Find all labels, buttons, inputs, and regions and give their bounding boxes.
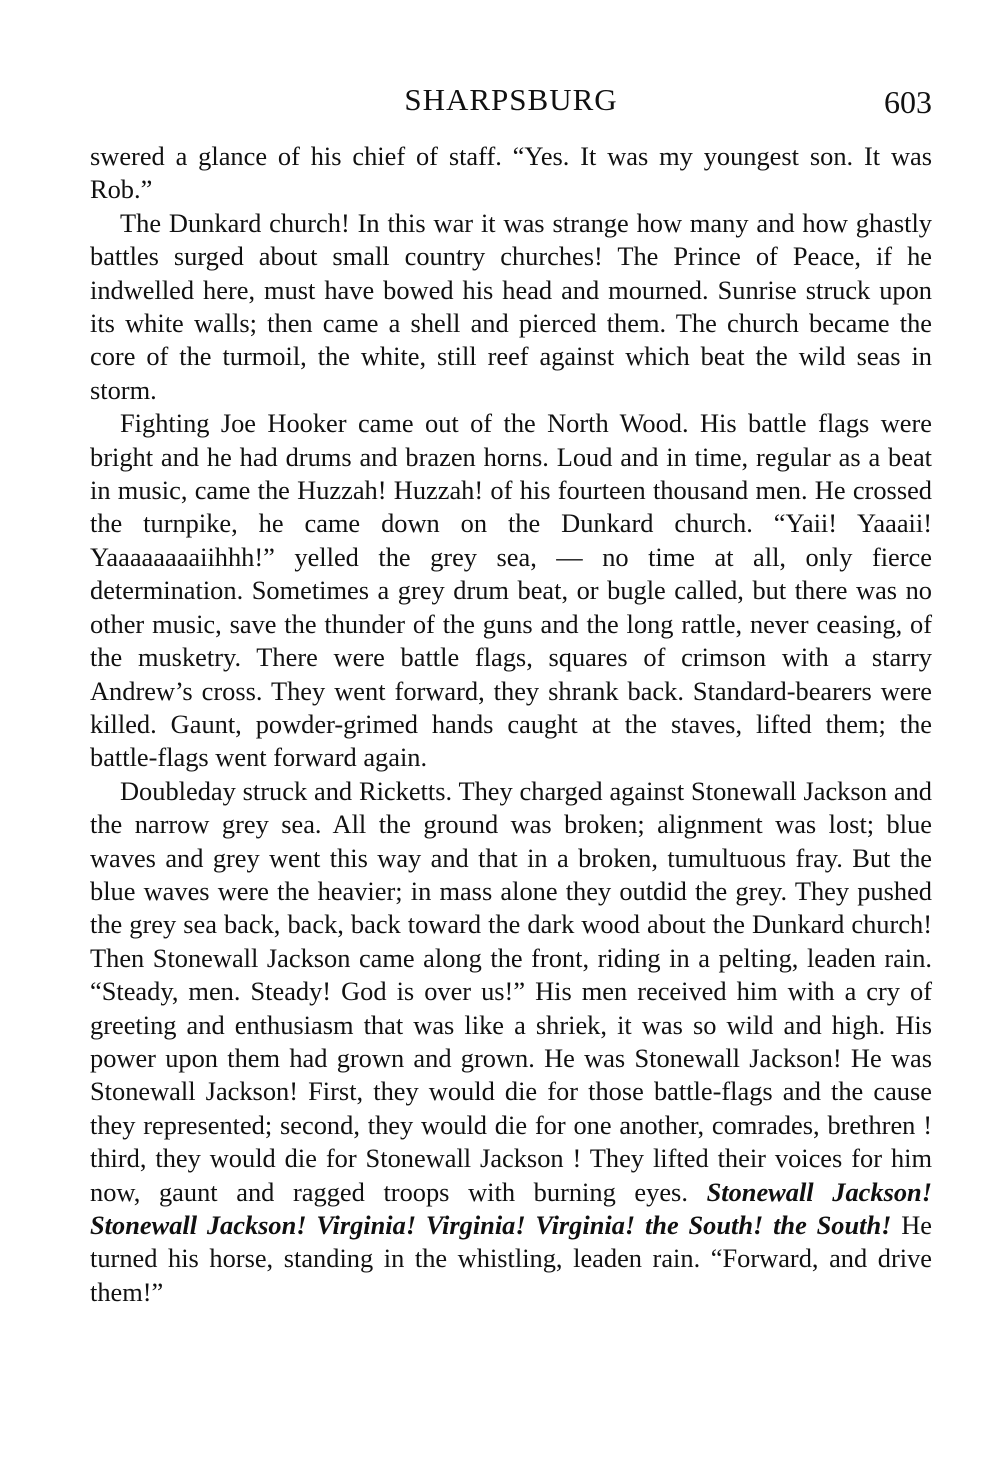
running-head-title: SHARPSBURG [404,82,618,117]
paragraph-continuation: swered a glance of his chief of staff. “Yes. It was my youngest son. It was Rob.” [90,141,932,205]
paragraph-dunkard-church: The Dunkard church! In this war it was strange how many and how ghastly battles surged about small country churches! The Prince of Peace, if he indwelled here, must have bowed his head and mourned. Sunrise struck upon its white walls; then came a shell and pierced them. The church became the core of the turmoil, the white, still reef against which beat the wild seas in storm. [90,207,932,405]
paragraph-doubleday [90,775,932,1310]
page-number: 603 [884,84,932,120]
paragraph-doubleday-main-text: Doubleday struck and Ricketts. They charged against Stonewall Jackson and the narrow grey sea. All the ground was broken; alignment was lost; blue waves and grey went this way and that in a broken, tumultuous fray. But the blue waves were the heavier; in mass alone they outdid the grey. They pushed the grey sea back, back, back toward the dark wood about the Dunkard church! Then Stonewall Jackson came along the front, riding in a pelting, leaden rain. “Steady, men. Steady! God is over us!” His men received him with a cry of greeting and enthusiasm that was like a shriek, it was so wild and high. His power upon them had grown and grown. He was Stonewall Jackson! He was Stonewall Jackson! First, they would die for those battle-flags and the cause they represented; second, they would die for one another, comrades, brethren ! third, they would die for Stonewall Jackson ! They lifted their voices for him now, gaunt and ragged troops with burning eyes. [90,775,932,1207]
body-text [90,140,932,1309]
paragraph-doubleday-ending-text: He turned his horse, standing in the whistling, leaden rain. “Forward, and drive them!” [90,1210,932,1307]
page-header [90,70,932,130]
book-page [90,70,932,1309]
paragraph-joe-hooker: Fighting Joe Hooker came out of the North Wood. His battle flags were bright and he had drums and brazen horns. Loud and in time, regular as a beat in music, came the Huzzah! Huzzah! of his fourteen thousand men. He crossed the turnpike, he came down on the Dunkard church. “Yaii! Yaaaii! Yaaaaaaaaiihhh!” yelled the grey sea, — no time at all, only fierce determination. Sometimes a grey drum beat, or bugle called, but there was no other music, save the thunder of the guns and the long rattle, never ceasing, of the musketry. There were battle flags, squares of crimson with a starry Andrew’s cross. They went forward, they shrank back. Standard-bearers were killed. Gaunt, powder-grimed hands caught at the staves, lifted them; the battle-flags went forward again. [90,408,932,773]
italic-cheer-text: Stonewall Jackson! Stonewall Jackson! Virginia! Virginia! Virginia! the South! the South! [90,1176,932,1240]
